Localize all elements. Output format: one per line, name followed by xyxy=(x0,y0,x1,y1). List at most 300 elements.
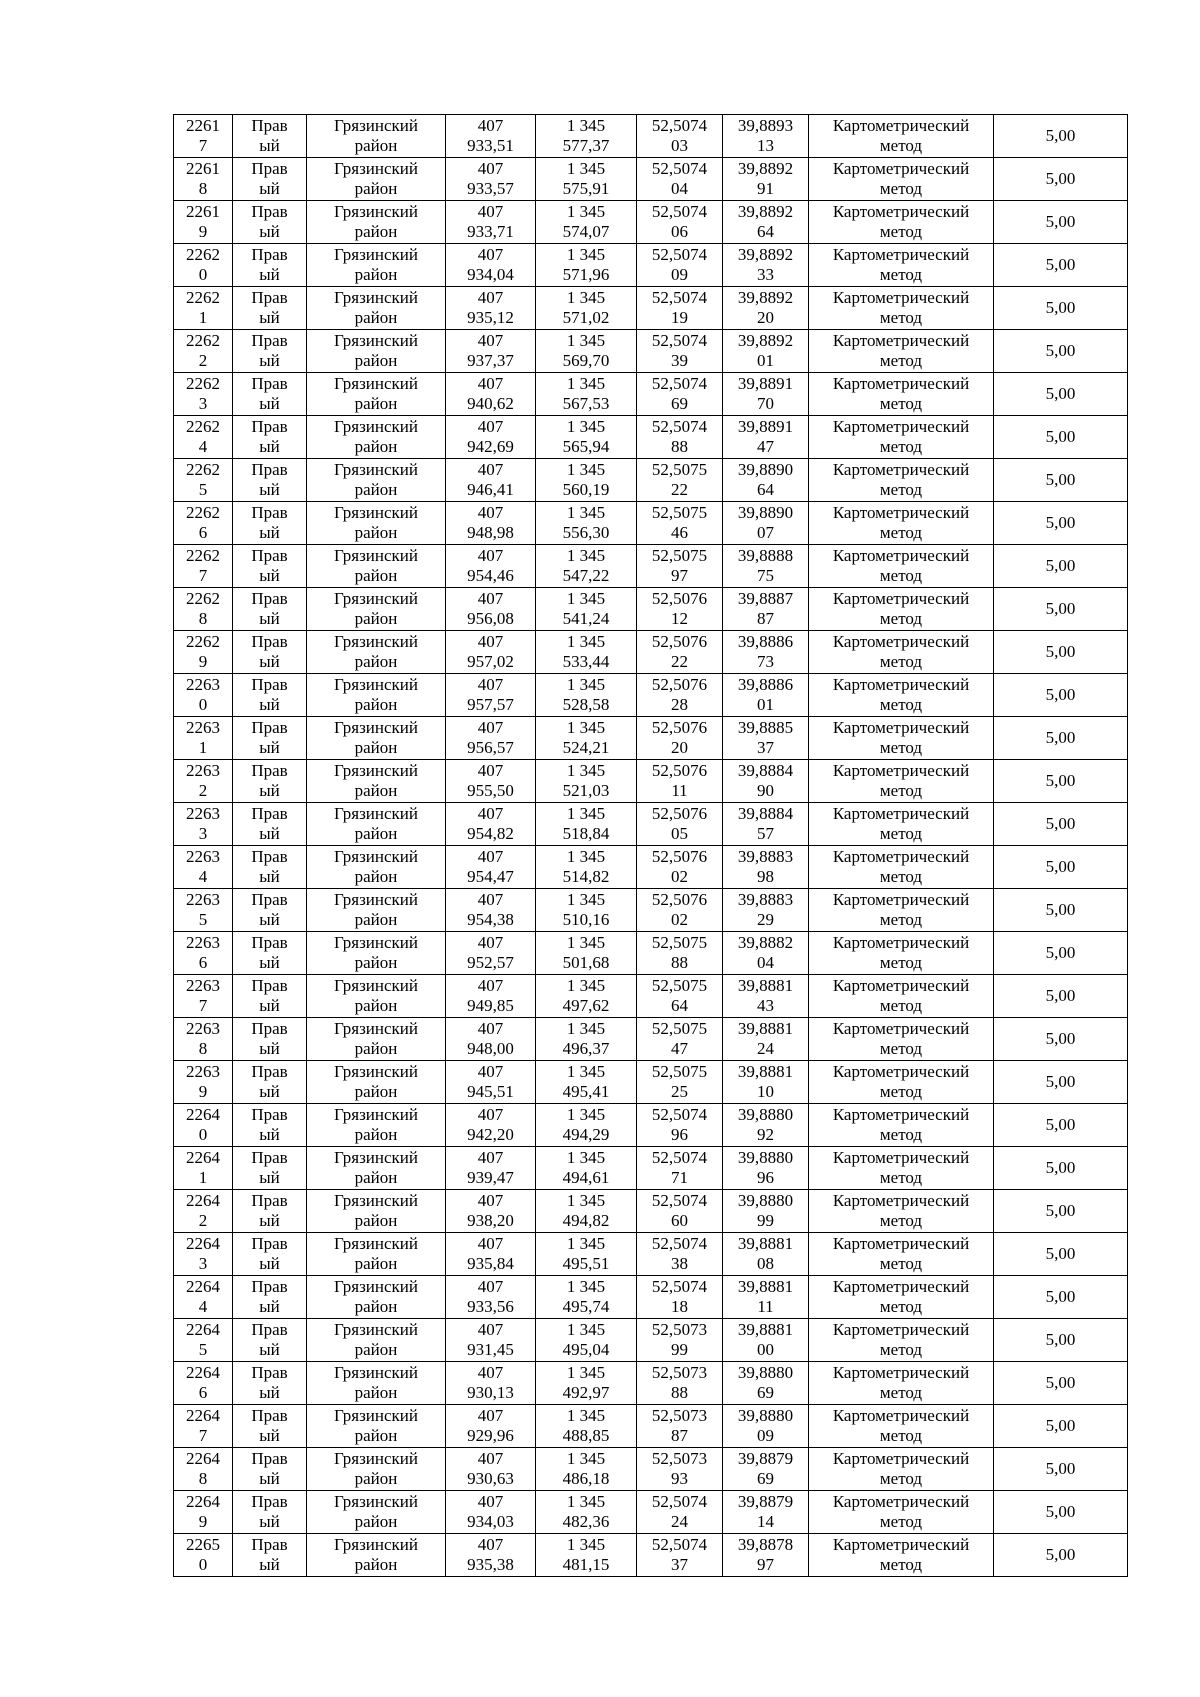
side-cell-line-1: Прав xyxy=(251,202,288,221)
x-coordinate-cell xyxy=(446,502,536,545)
accuracy-cell: 5,00 xyxy=(994,889,1128,932)
point-number-cell-line-1: 2264 xyxy=(186,1234,220,1253)
accuracy-cell: 5,00 xyxy=(994,1491,1128,1534)
x-coordinate-cell-line-2: 954,47 xyxy=(467,867,514,886)
latitude-cell-line-2: 71 xyxy=(671,1168,688,1187)
point-number-cell xyxy=(174,1491,233,1534)
latitude-cell xyxy=(637,803,723,846)
district-cell-line-2: район xyxy=(354,1297,398,1316)
district-cell-line-2: район xyxy=(354,652,398,671)
table-row xyxy=(174,1405,1128,1448)
point-number-cell xyxy=(174,502,233,545)
y-coordinate-cell-line-1: 1 345 xyxy=(566,1535,606,1554)
longitude-cell-line-1: 39,8879 xyxy=(737,1492,794,1511)
side-cell-line-1: Прав xyxy=(251,804,288,823)
district-cell-line-2: район xyxy=(354,1555,398,1574)
point-number-cell-line-1: 2264 xyxy=(186,1191,220,1210)
method-cell xyxy=(809,1405,994,1448)
side-cell-line-1: Прав xyxy=(251,1535,288,1554)
latitude-cell-line-1: 52,5075 xyxy=(651,460,708,479)
x-coordinate-cell-line-1: 407 xyxy=(477,632,504,651)
longitude-cell-line-1: 39,8886 xyxy=(737,632,794,651)
point-number-cell-line-1: 2262 xyxy=(186,546,220,565)
method-cell xyxy=(809,1018,994,1061)
side-cell-line-2: ый xyxy=(259,1512,280,1531)
y-coordinate-cell xyxy=(536,1018,637,1061)
side-cell-line-1: Прав xyxy=(251,546,288,565)
method-cell xyxy=(809,158,994,201)
y-coordinate-cell-line-2: 575,91 xyxy=(562,179,610,198)
x-coordinate-cell-line-1: 407 xyxy=(477,1234,504,1253)
longitude-cell-line-1: 39,8892 xyxy=(737,331,794,350)
point-number-cell-line-1: 2264 xyxy=(186,1449,220,1468)
method-cell-line-2: метод xyxy=(879,1383,923,1402)
y-coordinate-cell-line-1: 1 345 xyxy=(566,847,606,866)
method-cell-line-1: Картометрический xyxy=(832,331,970,350)
method-cell xyxy=(809,201,994,244)
point-number-cell-line-1: 2263 xyxy=(186,933,220,952)
x-coordinate-cell xyxy=(446,1018,536,1061)
point-number-cell xyxy=(174,158,233,201)
method-cell-line-1: Картометрический xyxy=(832,632,970,651)
latitude-cell xyxy=(637,1362,723,1405)
longitude-cell xyxy=(723,846,809,889)
district-cell-line-1: Грязинский xyxy=(334,933,418,952)
x-coordinate-cell-line-1: 407 xyxy=(477,1062,504,1081)
method-cell-line-1: Картометрический xyxy=(832,976,970,995)
district-cell-line-1: Грязинский xyxy=(334,245,418,264)
point-number-cell-line-2: 4 xyxy=(198,1297,208,1316)
method-cell-line-2: метод xyxy=(879,652,923,671)
y-coordinate-cell xyxy=(536,1276,637,1319)
method-cell-line-2: метод xyxy=(879,1039,923,1058)
x-coordinate-cell-line-1: 407 xyxy=(477,202,504,221)
method-cell xyxy=(809,760,994,803)
longitude-cell-line-1: 39,8892 xyxy=(737,159,794,178)
longitude-cell-line-1: 39,8890 xyxy=(737,503,794,522)
latitude-cell xyxy=(637,1448,723,1491)
latitude-cell-line-2: 18 xyxy=(671,1297,688,1316)
method-cell-line-1: Картометрический xyxy=(832,1406,970,1425)
x-coordinate-cell-line-1: 407 xyxy=(477,890,504,909)
latitude-cell-line-1: 52,5074 xyxy=(651,116,708,135)
method-cell xyxy=(809,1061,994,1104)
method-cell-line-1: Картометрический xyxy=(832,718,970,737)
latitude-cell xyxy=(637,158,723,201)
y-coordinate-cell-line-2: 571,96 xyxy=(562,265,610,284)
side-cell-line-1: Прав xyxy=(251,1492,288,1511)
method-cell xyxy=(809,588,994,631)
longitude-cell xyxy=(723,1190,809,1233)
y-coordinate-cell xyxy=(536,115,637,158)
point-number-cell-line-1: 2264 xyxy=(186,1492,220,1511)
accuracy-cell: 5,00 xyxy=(994,244,1128,287)
x-coordinate-cell xyxy=(446,803,536,846)
accuracy-cell: 5,00 xyxy=(994,1319,1128,1362)
x-coordinate-cell-line-2: 948,00 xyxy=(467,1039,514,1058)
latitude-cell-line-1: 52,5074 xyxy=(651,159,708,178)
method-cell-line-2: метод xyxy=(879,1426,923,1445)
point-number-cell xyxy=(174,975,233,1018)
x-coordinate-cell-line-1: 407 xyxy=(477,503,504,522)
point-number-cell-line-2: 0 xyxy=(198,1555,208,1574)
accuracy-cell: 5,00 xyxy=(994,459,1128,502)
table-row xyxy=(174,1491,1128,1534)
y-coordinate-cell-line-2: 495,41 xyxy=(562,1082,610,1101)
table-row xyxy=(174,244,1128,287)
method-cell-line-1: Картометрический xyxy=(832,159,970,178)
side-cell xyxy=(233,674,307,717)
table-row xyxy=(174,1534,1128,1577)
x-coordinate-cell-line-2: 946,41 xyxy=(467,480,514,499)
latitude-cell-line-2: 37 xyxy=(671,1555,688,1574)
side-cell-line-2: ый xyxy=(259,824,280,843)
longitude-cell xyxy=(723,1448,809,1491)
accuracy-cell: 5,00 xyxy=(994,1233,1128,1276)
district-cell-line-1: Грязинский xyxy=(334,890,418,909)
side-cell-line-1: Прав xyxy=(251,1277,288,1296)
side-cell-line-1: Прав xyxy=(251,1105,288,1124)
longitude-cell xyxy=(723,674,809,717)
method-cell-line-1: Картометрический xyxy=(832,675,970,694)
latitude-cell-line-2: 12 xyxy=(671,609,688,628)
side-cell xyxy=(233,1491,307,1534)
side-cell-line-2: ый xyxy=(259,394,280,413)
method-cell-line-1: Картометрический xyxy=(832,804,970,823)
table-row xyxy=(174,1319,1128,1362)
district-cell-line-1: Грязинский xyxy=(334,1363,418,1382)
longitude-cell-line-2: 00 xyxy=(757,1340,774,1359)
point-number-cell-line-2: 7 xyxy=(198,136,208,155)
district-cell-line-1: Грязинский xyxy=(334,1191,418,1210)
latitude-cell-line-1: 52,5076 xyxy=(651,632,708,651)
point-number-cell xyxy=(174,717,233,760)
latitude-cell-line-2: 04 xyxy=(671,179,688,198)
x-coordinate-cell-line-1: 407 xyxy=(477,1019,504,1038)
latitude-cell-line-1: 52,5074 xyxy=(651,1105,708,1124)
point-number-cell-line-2: 6 xyxy=(198,953,208,972)
method-cell-line-2: метод xyxy=(879,480,923,499)
longitude-cell-line-1: 39,8880 xyxy=(737,1191,794,1210)
x-coordinate-cell xyxy=(446,1104,536,1147)
side-cell-line-1: Прав xyxy=(251,976,288,995)
x-coordinate-cell-line-1: 407 xyxy=(477,1406,504,1425)
side-cell-line-2: ый xyxy=(259,351,280,370)
method-cell-line-1: Картометрический xyxy=(832,245,970,264)
point-number-cell-line-1: 2264 xyxy=(186,1320,220,1339)
method-cell xyxy=(809,932,994,975)
point-number-cell-line-1: 2262 xyxy=(186,503,220,522)
latitude-cell-line-2: 24 xyxy=(671,1512,688,1531)
latitude-cell xyxy=(637,459,723,502)
longitude-cell-line-2: 98 xyxy=(757,867,774,886)
point-number-cell-line-1: 2264 xyxy=(186,1277,220,1296)
table-row xyxy=(174,1233,1128,1276)
method-cell-line-1: Картометрический xyxy=(832,1019,970,1038)
district-cell-line-1: Грязинский xyxy=(334,417,418,436)
point-number-cell xyxy=(174,330,233,373)
y-coordinate-cell xyxy=(536,330,637,373)
latitude-cell-line-2: 11 xyxy=(671,781,688,800)
accuracy-cell: 5,00 xyxy=(994,1276,1128,1319)
longitude-cell xyxy=(723,416,809,459)
method-cell-line-2: метод xyxy=(879,1512,923,1531)
y-coordinate-cell xyxy=(536,889,637,932)
point-number-cell-line-1: 2262 xyxy=(186,245,220,264)
side-cell-line-2: ый xyxy=(259,265,280,284)
longitude-cell-line-2: 24 xyxy=(757,1039,774,1058)
longitude-cell-line-2: 70 xyxy=(757,394,774,413)
longitude-cell-line-1: 39,8891 xyxy=(737,417,794,436)
point-number-cell xyxy=(174,244,233,287)
method-cell xyxy=(809,1276,994,1319)
x-coordinate-cell-line-1: 407 xyxy=(477,331,504,350)
longitude-cell xyxy=(723,201,809,244)
x-coordinate-cell xyxy=(446,330,536,373)
point-number-cell-line-2: 9 xyxy=(198,1512,208,1531)
point-number-cell xyxy=(174,1405,233,1448)
x-coordinate-cell-line-2: 956,57 xyxy=(467,738,514,757)
latitude-cell-line-2: 99 xyxy=(671,1340,688,1359)
y-coordinate-cell-line-1: 1 345 xyxy=(566,245,606,264)
point-number-cell xyxy=(174,1061,233,1104)
longitude-cell-line-1: 39,8885 xyxy=(737,718,794,737)
latitude-cell xyxy=(637,287,723,330)
latitude-cell-line-1: 52,5075 xyxy=(651,1062,708,1081)
point-number-cell-line-1: 2262 xyxy=(186,589,220,608)
y-coordinate-cell-line-1: 1 345 xyxy=(566,460,606,479)
accuracy-cell: 5,00 xyxy=(994,975,1128,1018)
y-coordinate-cell-line-1: 1 345 xyxy=(566,632,606,651)
y-coordinate-cell-line-2: 497,62 xyxy=(562,996,610,1015)
y-coordinate-cell xyxy=(536,1147,637,1190)
point-number-cell-line-2: 2 xyxy=(198,351,208,370)
longitude-cell-line-1: 39,8882 xyxy=(737,933,794,952)
y-coordinate-cell-line-2: 496,37 xyxy=(562,1039,610,1058)
district-cell xyxy=(307,459,446,502)
y-coordinate-cell xyxy=(536,416,637,459)
district-cell-line-1: Грязинский xyxy=(334,546,418,565)
latitude-cell-line-2: 03 xyxy=(671,136,688,155)
y-coordinate-cell xyxy=(536,244,637,287)
y-coordinate-cell xyxy=(536,545,637,588)
coordinates-table xyxy=(173,114,1128,1577)
x-coordinate-cell xyxy=(446,287,536,330)
method-cell-line-2: метод xyxy=(879,523,923,542)
longitude-cell-line-2: 57 xyxy=(757,824,774,843)
x-coordinate-cell-line-1: 407 xyxy=(477,589,504,608)
y-coordinate-cell-line-1: 1 345 xyxy=(566,1363,606,1382)
longitude-cell xyxy=(723,1018,809,1061)
y-coordinate-cell xyxy=(536,373,637,416)
district-cell-line-1: Грязинский xyxy=(334,1019,418,1038)
method-cell-line-1: Картометрический xyxy=(832,589,970,608)
latitude-cell xyxy=(637,1147,723,1190)
district-cell-line-2: район xyxy=(354,566,398,585)
side-cell xyxy=(233,1104,307,1147)
table-row xyxy=(174,932,1128,975)
y-coordinate-cell-line-2: 494,61 xyxy=(562,1168,610,1187)
longitude-cell-line-2: 64 xyxy=(757,222,774,241)
side-cell xyxy=(233,1147,307,1190)
latitude-cell-line-2: 64 xyxy=(671,996,688,1015)
y-coordinate-cell-line-1: 1 345 xyxy=(566,417,606,436)
latitude-cell-line-2: 47 xyxy=(671,1039,688,1058)
side-cell xyxy=(233,1405,307,1448)
side-cell-line-2: ый xyxy=(259,1340,280,1359)
accuracy-cell: 5,00 xyxy=(994,717,1128,760)
latitude-cell-line-1: 52,5076 xyxy=(651,804,708,823)
latitude-cell xyxy=(637,330,723,373)
point-number-cell-line-2: 0 xyxy=(198,265,208,284)
point-number-cell-line-2: 4 xyxy=(198,867,208,886)
longitude-cell xyxy=(723,287,809,330)
accuracy-cell: 5,00 xyxy=(994,545,1128,588)
district-cell xyxy=(307,803,446,846)
side-cell-line-2: ый xyxy=(259,523,280,542)
method-cell-line-1: Картометрический xyxy=(832,288,970,307)
longitude-cell-line-2: 37 xyxy=(757,738,774,757)
y-coordinate-cell-line-1: 1 345 xyxy=(566,1234,606,1253)
method-cell-line-1: Картометрический xyxy=(832,503,970,522)
point-number-cell-line-2: 8 xyxy=(198,609,208,628)
latitude-cell-line-1: 52,5075 xyxy=(651,546,708,565)
y-coordinate-cell xyxy=(536,760,637,803)
side-cell xyxy=(233,459,307,502)
accuracy-cell: 5,00 xyxy=(994,1534,1128,1577)
method-cell xyxy=(809,1147,994,1190)
latitude-cell xyxy=(637,1319,723,1362)
district-cell-line-1: Грязинский xyxy=(334,503,418,522)
y-coordinate-cell-line-1: 1 345 xyxy=(566,1449,606,1468)
district-cell-line-2: район xyxy=(354,1426,398,1445)
district-cell xyxy=(307,330,446,373)
point-number-cell xyxy=(174,631,233,674)
district-cell-line-1: Грязинский xyxy=(334,1148,418,1167)
side-cell-line-2: ый xyxy=(259,1469,280,1488)
district-cell xyxy=(307,846,446,889)
longitude-cell-line-2: 09 xyxy=(757,1426,774,1445)
x-coordinate-cell-line-2: 954,46 xyxy=(467,566,514,585)
method-cell xyxy=(809,1534,994,1577)
y-coordinate-cell xyxy=(536,1104,637,1147)
side-cell-line-2: ый xyxy=(259,996,280,1015)
point-number-cell-line-2: 5 xyxy=(198,1340,208,1359)
accuracy-cell: 5,00 xyxy=(994,115,1128,158)
method-cell-line-1: Картометрический xyxy=(832,847,970,866)
district-cell xyxy=(307,201,446,244)
table-row xyxy=(174,545,1128,588)
method-cell-line-2: метод xyxy=(879,824,923,843)
longitude-cell xyxy=(723,158,809,201)
table-row xyxy=(174,803,1128,846)
district-cell xyxy=(307,932,446,975)
x-coordinate-cell-line-1: 407 xyxy=(477,761,504,780)
x-coordinate-cell-line-1: 407 xyxy=(477,718,504,737)
longitude-cell-line-2: 11 xyxy=(757,1297,774,1316)
accuracy-cell: 5,00 xyxy=(994,287,1128,330)
district-cell xyxy=(307,760,446,803)
district-cell xyxy=(307,1362,446,1405)
latitude-cell-line-2: 20 xyxy=(671,738,688,757)
method-cell xyxy=(809,115,994,158)
latitude-cell-line-2: 28 xyxy=(671,695,688,714)
x-coordinate-cell xyxy=(446,115,536,158)
method-cell xyxy=(809,459,994,502)
latitude-cell xyxy=(637,1018,723,1061)
method-cell xyxy=(809,674,994,717)
side-cell xyxy=(233,1276,307,1319)
longitude-cell-line-2: 97 xyxy=(757,1555,774,1574)
method-cell-line-1: Картометрический xyxy=(832,1062,970,1081)
table-row xyxy=(174,1061,1128,1104)
district-cell xyxy=(307,1061,446,1104)
point-number-cell xyxy=(174,1190,233,1233)
longitude-cell-line-1: 39,8886 xyxy=(737,675,794,694)
longitude-cell-line-1: 39,8887 xyxy=(737,589,794,608)
district-cell-line-2: район xyxy=(354,953,398,972)
x-coordinate-cell-line-1: 407 xyxy=(477,1492,504,1511)
method-cell xyxy=(809,1362,994,1405)
district-cell xyxy=(307,115,446,158)
district-cell-line-1: Грязинский xyxy=(334,761,418,780)
side-cell-line-2: ый xyxy=(259,1211,280,1230)
side-cell-line-1: Прав xyxy=(251,159,288,178)
district-cell xyxy=(307,244,446,287)
point-number-cell-line-1: 2263 xyxy=(186,890,220,909)
district-cell xyxy=(307,1491,446,1534)
district-cell-line-2: район xyxy=(354,136,398,155)
latitude-cell-line-1: 52,5076 xyxy=(651,761,708,780)
district-cell-line-1: Грязинский xyxy=(334,632,418,651)
latitude-cell xyxy=(637,889,723,932)
y-coordinate-cell-line-1: 1 345 xyxy=(566,116,606,135)
x-coordinate-cell-line-2: 957,57 xyxy=(467,695,514,714)
point-number-cell xyxy=(174,932,233,975)
x-coordinate-cell-line-1: 407 xyxy=(477,1363,504,1382)
district-cell xyxy=(307,717,446,760)
side-cell-line-2: ый xyxy=(259,1297,280,1316)
x-coordinate-cell-line-2: 930,13 xyxy=(467,1383,514,1402)
method-cell-line-2: метод xyxy=(879,1168,923,1187)
district-cell-line-1: Грязинский xyxy=(334,1105,418,1124)
accuracy-cell: 5,00 xyxy=(994,932,1128,975)
district-cell xyxy=(307,1233,446,1276)
district-cell-line-2: район xyxy=(354,996,398,1015)
longitude-cell-line-1: 39,8881 xyxy=(737,1234,794,1253)
table-row xyxy=(174,373,1128,416)
y-coordinate-cell xyxy=(536,1190,637,1233)
method-cell-line-2: метод xyxy=(879,695,923,714)
side-cell-line-2: ый xyxy=(259,609,280,628)
longitude-cell-line-1: 39,8878 xyxy=(737,1535,794,1554)
point-number-cell xyxy=(174,1362,233,1405)
y-coordinate-cell-line-2: 547,22 xyxy=(562,566,610,585)
latitude-cell-line-1: 52,5075 xyxy=(651,933,708,952)
district-cell-line-2: район xyxy=(354,523,398,542)
table-body xyxy=(174,115,1128,1577)
longitude-cell-line-1: 39,8888 xyxy=(737,546,794,565)
point-number-cell-line-1: 2262 xyxy=(186,417,220,436)
side-cell xyxy=(233,158,307,201)
x-coordinate-cell xyxy=(446,1491,536,1534)
side-cell-line-2: ый xyxy=(259,1082,280,1101)
method-cell xyxy=(809,975,994,1018)
side-cell-line-2: ый xyxy=(259,308,280,327)
y-coordinate-cell xyxy=(536,717,637,760)
point-number-cell-line-1: 2263 xyxy=(186,1019,220,1038)
method-cell-line-2: метод xyxy=(879,351,923,370)
